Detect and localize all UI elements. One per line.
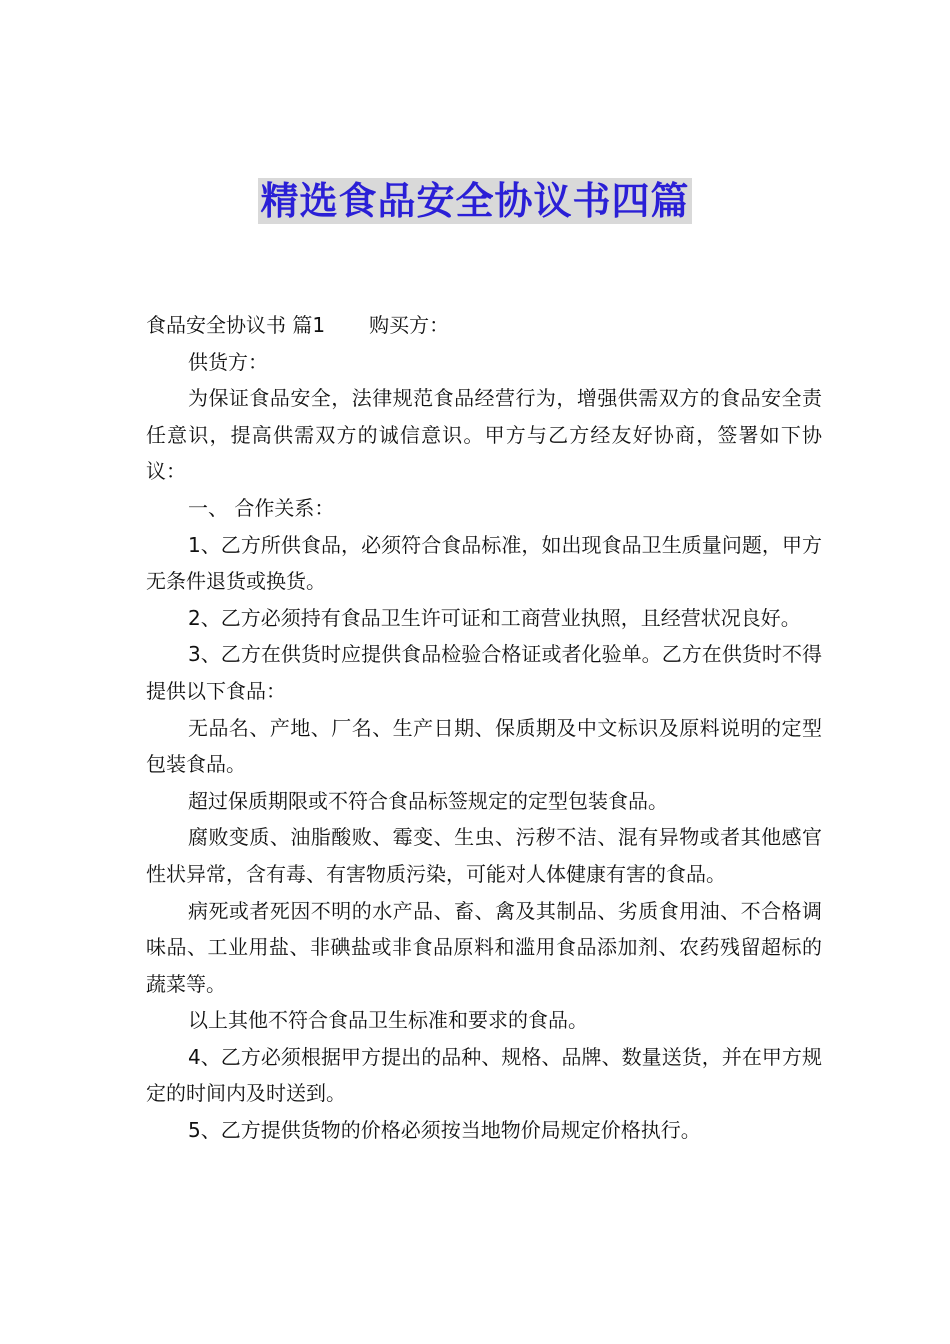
section-heading-line: [146, 307, 822, 344]
paragraph-clause-5: 5、乙方提供货物的价格必须按当地物价局规定价格执行。: [188, 1118, 701, 1143]
paragraph-item-spoiled: 腐败变质、油脂酸败、霉变、生虫、污秽不洁、混有异物或者其他感官性状异常，含有毒、有害物质污染，可能对人体健康有害的食品。: [146, 825, 822, 886]
paragraph-clause-3: 3、乙方在供货时应提供食品检验合格证或者化验单。乙方在供货时不得提供以下食品：: [146, 642, 822, 703]
document-title: 精选食品安全协议书四篇: [260, 179, 690, 223]
title-container: [0, 178, 950, 224]
paragraph-cooperation-heading: 一、 合作关系：: [188, 495, 335, 520]
paragraph-clause-4: 4、乙方必须根据甲方提出的品种、规格、品牌、数量送货，并在甲方规定的时间内及时送到。: [146, 1044, 822, 1106]
paragraph-clause-2: 2、乙方必须持有食品卫生许可证和工商营业执照，且经营状况良好。: [188, 605, 801, 630]
paragraph-intro: 为保证食品安全，法律规范食品经营行为，增强供需双方的食品安全责任意识，提高供需双方的诚信意识。甲方与乙方经友好协商，签署如下协议：: [146, 386, 822, 484]
buyer-label: 购买方：: [369, 313, 450, 337]
paragraph-supplier: 供货方：: [188, 349, 268, 374]
paragraph-item-other: 以上其他不符合食品卫生标准和要求的食品。: [188, 1008, 588, 1033]
section-heading: 食品安全协议书 篇1: [146, 313, 326, 337]
paragraph-item-expired: 超过保质期限或不符合食品标签规定的定型包装食品。: [188, 788, 668, 813]
paragraph-clause-1: 1、乙方所供食品，必须符合食品标准，如出现食品卫生质量问题，甲方无条件退货或换货。: [146, 532, 822, 594]
paragraph-item-diseased: 病死或者死因不明的水产品、畜、禽及其制品、劣质食用油、不合格调味品、工业用盐、非碘盐或非食品原料和滥用食品添加剂、农药残留超标的蔬菜等。: [146, 898, 822, 996]
paragraph-item-no-label: 无品名、产地、厂名、生产日期、保质期及中文标识及原料说明的定型包装食品。: [146, 715, 822, 777]
document-body: [146, 307, 822, 1149]
